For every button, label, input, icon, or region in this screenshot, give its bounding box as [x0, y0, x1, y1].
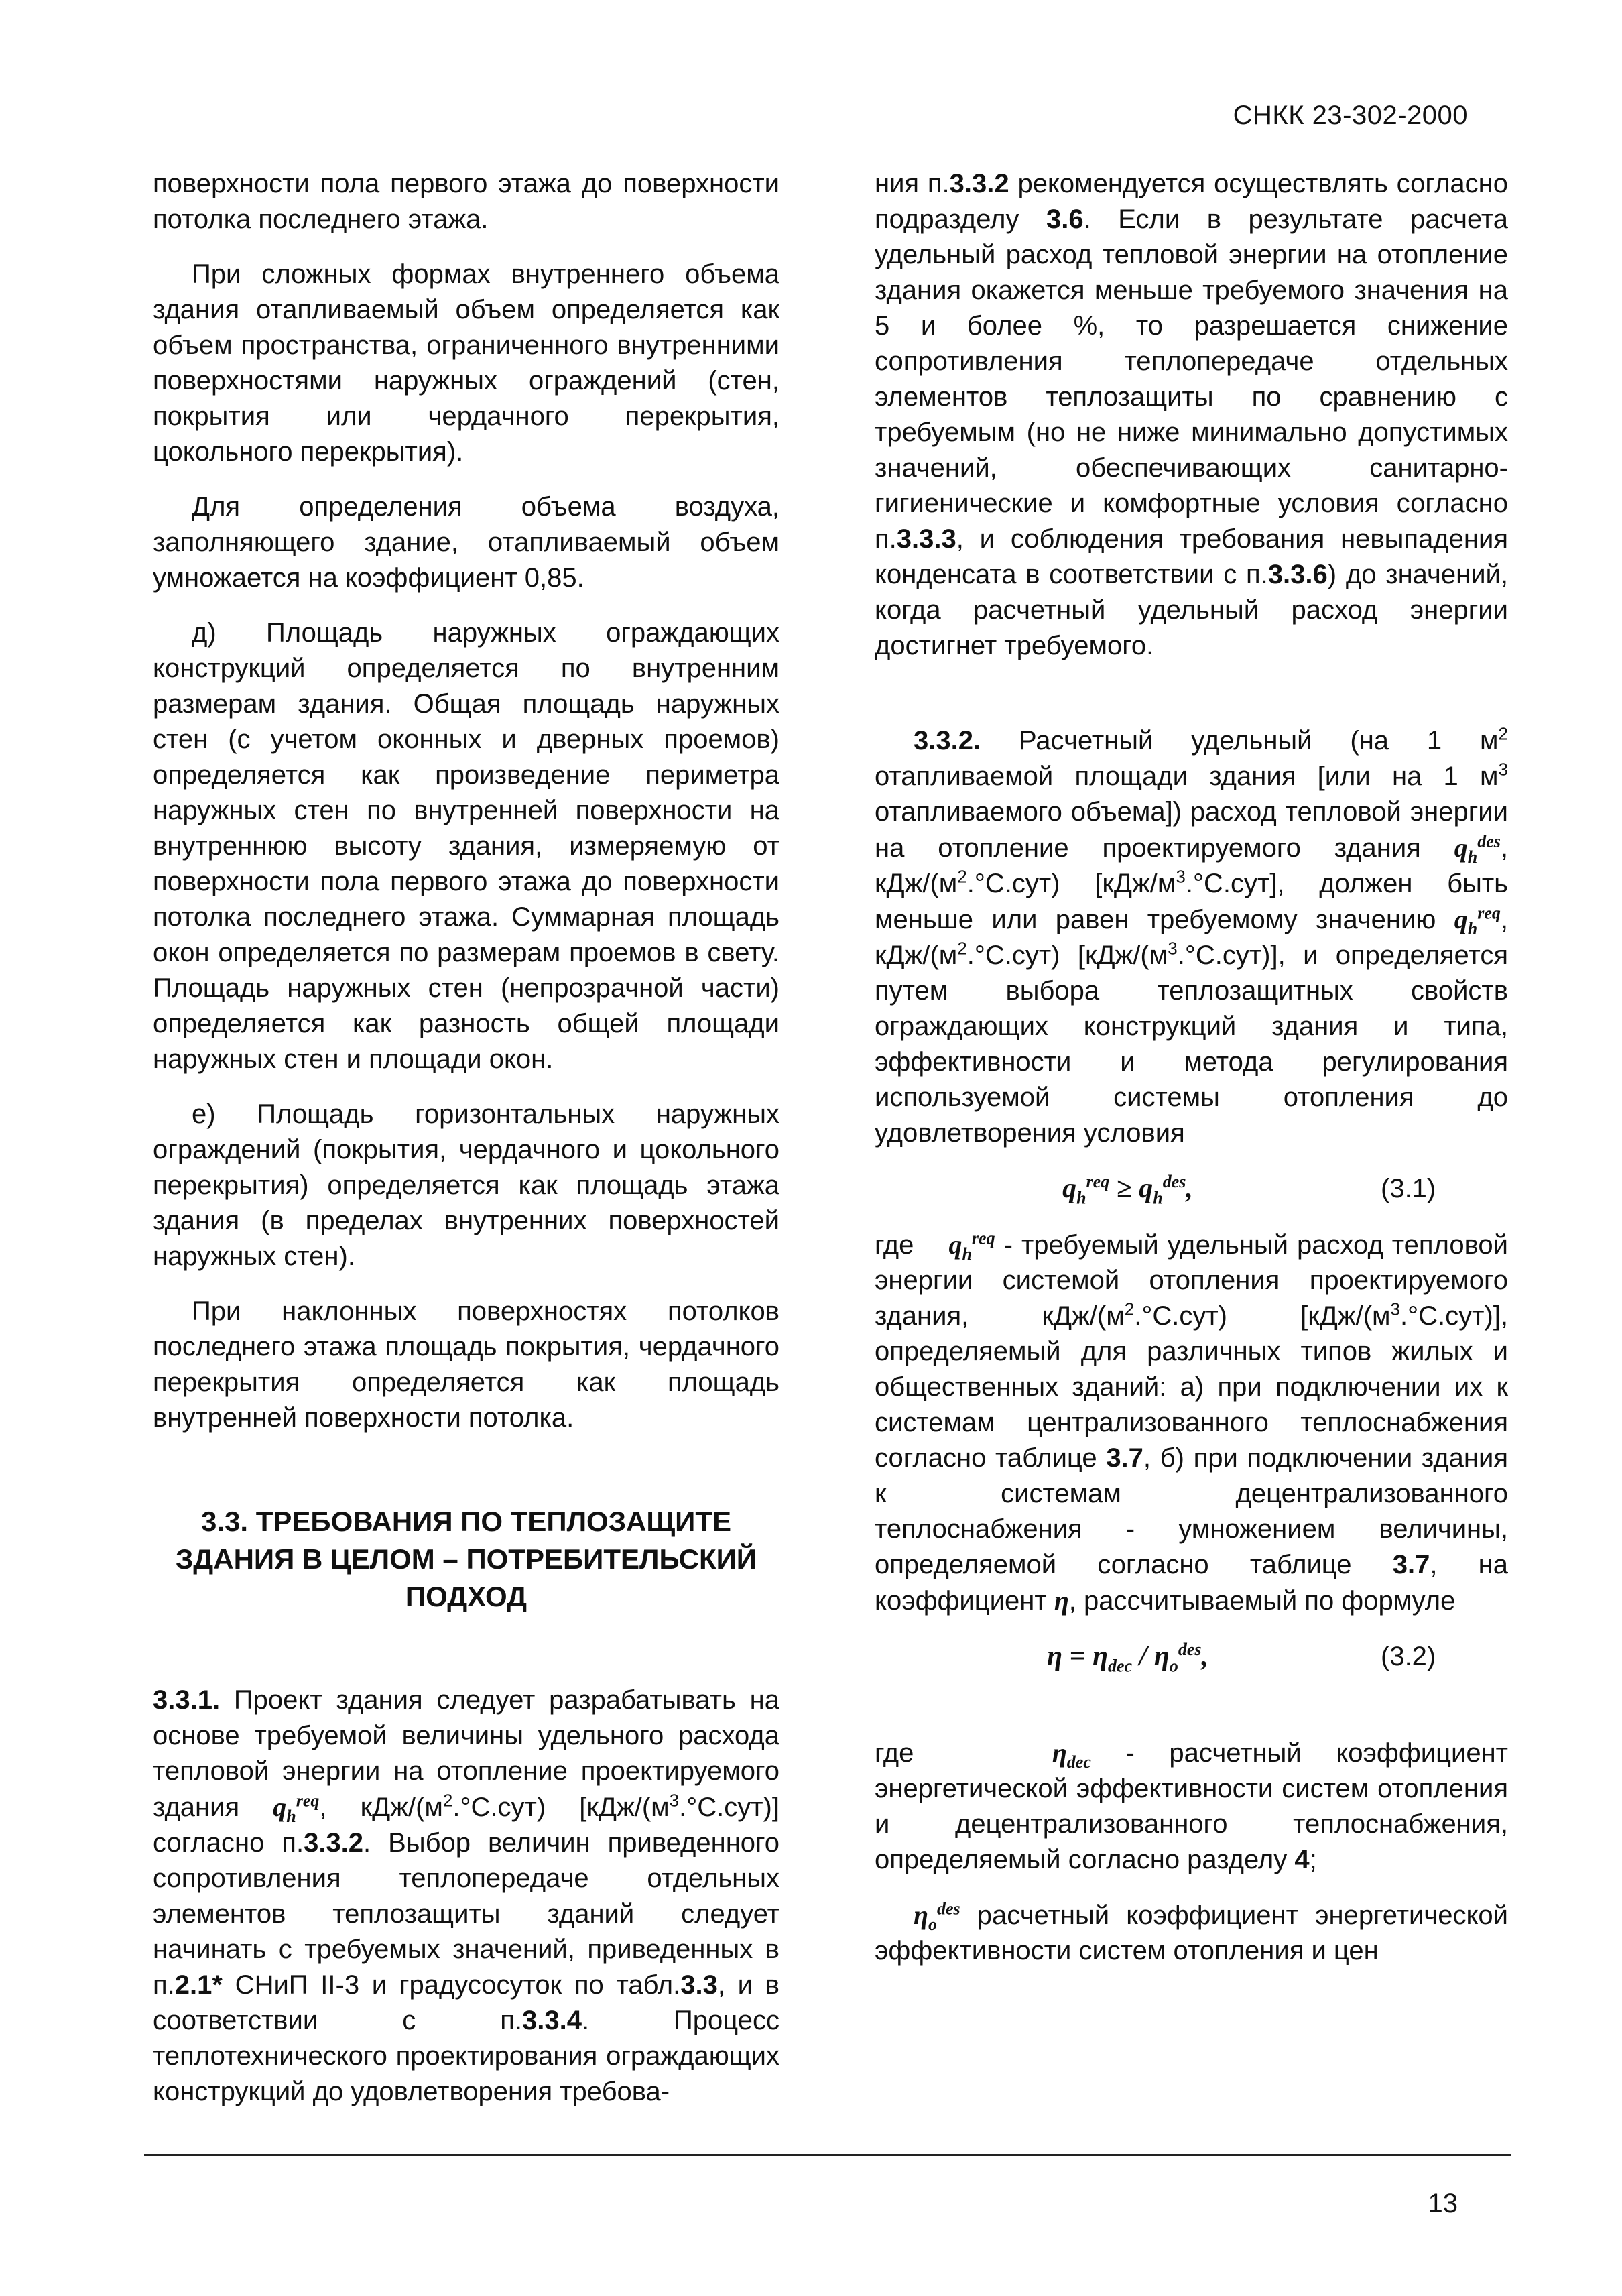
formula-3-2 [875, 1639, 1508, 1675]
reference: 3.3.4 [521, 2006, 582, 2035]
paragraph: д) Площадь наружных ограждающих конструкций определяется по внутренним размерам здания. Общая площадь наружных стен (с учетом оконных и дверных проемов) определяется как произведение периметра наружных стен по внутренней поверхности на внутреннюю высоту здания, измеряемую от поверхности пола первого этажа до поверхности потолка последнего этажа. Суммарная площадь окон определяется по размерам проемов в свету. Площадь наружных стен (непрозрачной части) определяется как разность общей площади наружных стен и площади окон. [153, 618, 779, 1074]
paragraph-continuation: ния п.3.3.2 рекомендуется осуществлять согласно подразделу 3.6. Если в результате расчета удельный расход тепловой энергии на отопление здания окажется меньше требуемого значения на 5 и более %, то разрешается снижение сопротивления теплопередаче отдельных элементов теплозащиты по сравнению с требуемым (но не ниже минимально допустимых значений, обеспечивающих санитарно-гигиенические и комфортные условия согласно п.3.3.3, и соблюдения требования невыпадения конденсата в соответствии с п.3.3.6) до значений, когда расчетный удельный расход энергии достигнет требуемого. [875, 169, 1509, 660]
paragraph: При сложных формах внутреннего объема здания отапливаемый объем определяется как объем пространства, ограниченного внутренними поверхностями наружных ограждений (стен, покрытия или чердачного перекрытия, цокольного перекрытия). [153, 259, 779, 467]
paragraph: поверхности пола первого этажа до поверхности потолка последнего этажа. [153, 169, 779, 234]
formula-number: (3.1) [1381, 1174, 1436, 1203]
clause-number: 3.3.2. [914, 726, 981, 756]
formula-number: (3.2) [1381, 1642, 1436, 1671]
paragraph: При наклонных поверхностях потолков последнего этажа площадь покрытия, чердачного перекрытия определяется как площадь внутренней поверхности потолка. [153, 1296, 779, 1433]
paragraph-3-3-2: 3.3.2. Расчетный удельный (на 1 $м^2$ отапливаемой площади здания [или на 1 $м^3$ отапливаемого объема]) расход тепловой энергии на отопление проектируемого здания $q_h^{des}$, кДж/$(м^2.^\circ С.сут)$ $[кДж/м^3.^\circ С.сут]$, должен быть меньше или равен требуемому значению $q_h^{req}$, кДж/$(м^2.^\circ С.сут)$ $[кДж/(м^3.^\circ С.сут)]$, и определяется путем выбора теплозащитных свойств ограждающих конструкций здания и типа, эффективности и метода регулирования используемой системы отопления до удовлетворения условия [875, 723, 1509, 1148]
q-req-symbol: $q_h^{req}$ [1454, 903, 1501, 939]
q-des-symbol: $q_h^{des}$ [1454, 831, 1501, 867]
reference: 3.3.2 [304, 1828, 364, 1858]
reference: 3.3 [680, 1970, 718, 2000]
document-code: СНКК 23-302-2000 [1233, 101, 1468, 130]
reference: 2.1* [174, 1970, 223, 2000]
paragraph: е) Площадь горизонтальных наружных ограждений (покрытия, чердачного и цокольного перекрытия) определяется как площадь этажа здания (в пределах внутренних поверхностей наружных стен). [153, 1099, 779, 1271]
formula-expression: $q_h^{req} \ge q_h^{des}$, [1062, 1172, 1193, 1208]
definition-q-req: где $q_h^{req}$ - требуемый удельный расход тепловой энергии системой отопления проектируемого здания, кДж/$(м^2.^\circ С.сут)$ $[кДж/(м^3.^\circ С.сут)]$, определяемый для различных типов жилых и общественных зданий: а) при подключении их к системам централизованного теплоснабжения согласно таблице 3.7, б) при подключении здания к системам децентрализованного теплоснабжения - умножением величины, определяемой согласно таблице 3.7, на коэффициент η, рассчитываемый по формуле [875, 1228, 1509, 1616]
footer-rule [144, 2154, 1511, 2156]
definition-eta-dec: где $\eta_{dec}$ - расчетный коэффициент энергетической эффективности систем отопления и децентрализованного теплоснабжения, определяемый согласно разделу 4; [875, 1738, 1508, 1874]
clause-number: 3.3.1. [153, 1685, 221, 1715]
left-column [153, 166, 779, 2129]
formula-expression: $\eta = \eta_{dec} / \eta_o^{des}$, [1046, 1640, 1209, 1676]
paragraph: Для определения объема воздуха, заполняющего здание, отапливаемый объем умножается на коэффициент 0,85. [153, 492, 779, 593]
page-number: 13 [1428, 2189, 1458, 2218]
right-column [875, 166, 1508, 1988]
paragraph-3-3-1: 3.3.1. Проект здания следует разрабатывать на основе требуемой величины удельного расхода тепловой энергии на отопление проектируемого здания $q_h^{req}$, кДж/$(м^2.^\circ С.сут)$ $[кДж/(м^3.^\circ С.сут)]$ согласно п.3.3.2. Выбор величин приведенного сопротивления теплопередаче отдельных элементов теплозащиты зданий следует начинать с требуемых значений, приведенных в п.2.1* СНиП II-3 и градусосуток по табл.3.3, и в соответствии с п.3.3.4. Процесс теплотехнического проектирования ограждающих конструкций до удовлетворения требова- [153, 1685, 779, 2106]
formula-3-1 [875, 1171, 1508, 1207]
section-heading: 3.3. ТРЕБОВАНИЯ ПО ТЕПЛОЗАЩИТЕ ЗДАНИЯ В ЦЕЛОМ – ПОТРЕБИТЕЛЬСКИЙ ПОДХОД [176, 1506, 757, 1612]
q-req-symbol: $q_h^{req}$ [273, 1791, 320, 1826]
definition-eta-o-des: $\eta_o^{des}$ расчетный коэффициент энергетической эффективности систем отопления и цен [875, 1898, 1508, 1966]
